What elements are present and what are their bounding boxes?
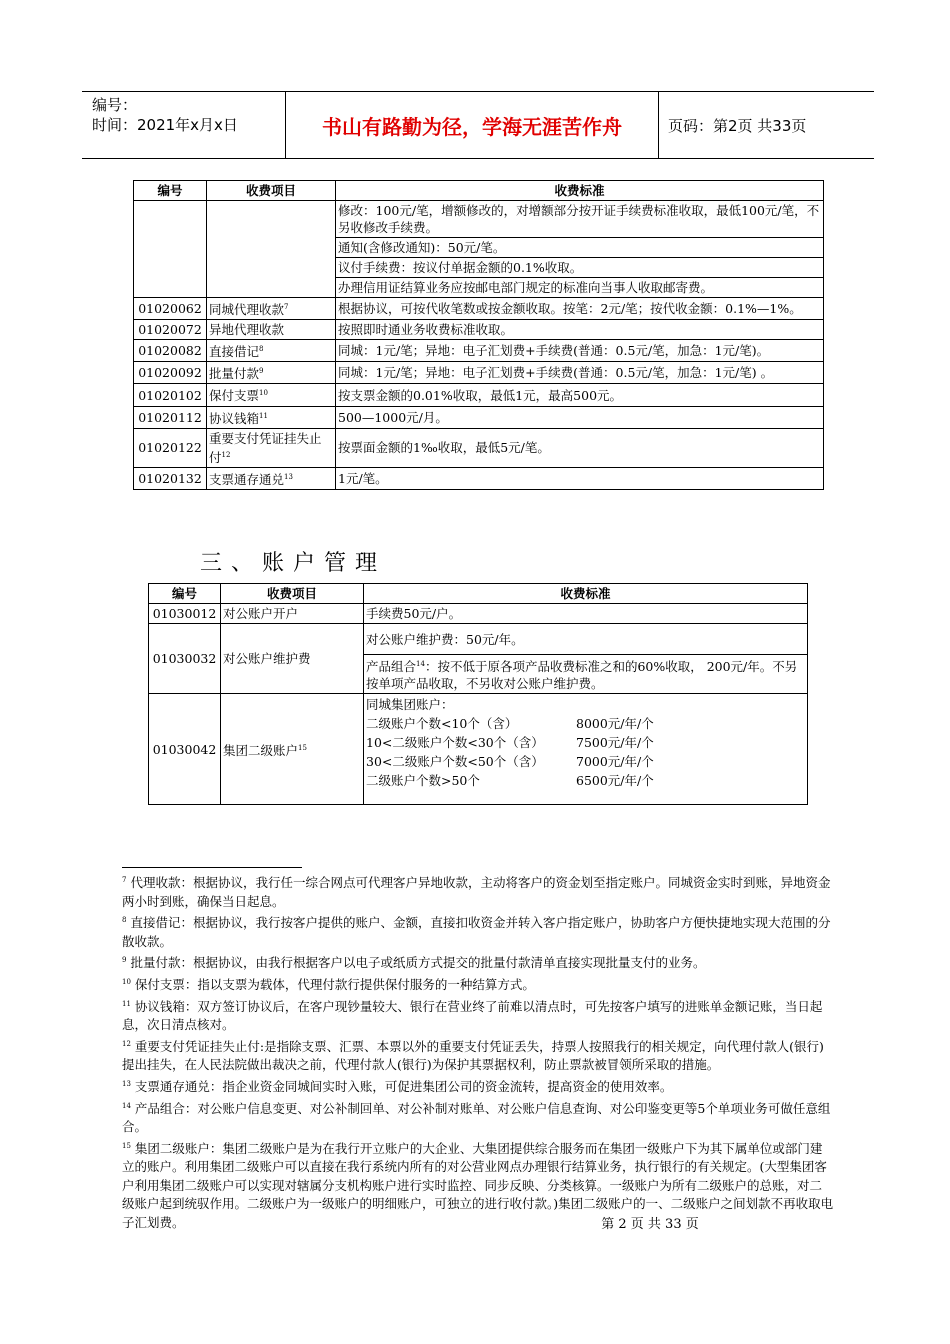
- header-motto: 书山有路勤为径，学海无涯苦作舟: [285, 92, 659, 158]
- footnote-number: 11: [122, 999, 131, 1008]
- footnote-text: 产品组合：对公账户信息变更、对公补制回单、对公补制对账单、对公账户信息查询、对公印鉴变更等5个单项业务可做任意组合。: [122, 1100, 831, 1135]
- item-label: 同城代理收款: [209, 302, 285, 318]
- header-page-label: 页码：第2页 共33页: [668, 116, 807, 135]
- table-row: [149, 694, 808, 805]
- tier-line: [366, 771, 805, 790]
- standard-cell: 办理信用证结算业务应按邮电部门规定的标准向当事人收取邮寄费。: [336, 278, 824, 298]
- table-row: [134, 320, 824, 340]
- header-meta: [82, 92, 285, 158]
- item-cell: [207, 467, 336, 489]
- footnote-ref: 11: [259, 411, 268, 420]
- col-header-item: 收费项目: [207, 181, 336, 201]
- table-row: [134, 298, 824, 320]
- table-row: [134, 340, 824, 362]
- standard-cell: 对公账户维护费：50元/年。: [364, 624, 808, 655]
- table-row: [134, 201, 824, 238]
- standard-cell: 按支票金额的0.01%收取，最低1元，最高500元。: [336, 384, 824, 406]
- tier-fee: 7500元/年/个: [576, 735, 654, 751]
- section-title-account-management: 三、账户管理: [200, 551, 387, 576]
- footnote-ref: 12: [221, 450, 231, 459]
- item-label: 保付支票: [209, 388, 260, 404]
- footnote-number: 14: [122, 1101, 131, 1110]
- item-label: 集团二级账户: [223, 742, 299, 758]
- standard-cell: 修改：100元/笔，增额修改的，对增额部分按开证手续费标准收取，最低100元/笔，不另收修改手续费。: [336, 201, 824, 238]
- footnote-14: [122, 1097, 834, 1137]
- item-cell: [207, 428, 336, 467]
- table-row: [134, 428, 824, 467]
- standard-cell: 按票面金额的1‰收取，最低5元/笔。: [336, 428, 824, 467]
- col-header-standard: 收费标准: [336, 181, 824, 201]
- table-row: [134, 467, 824, 489]
- code-cell: 01020072: [134, 320, 207, 340]
- standard-cell: 根据协议，可按代收笔数或按金额收取。按笔：2元/笔；按代收金额：0.1%—1%。: [336, 298, 824, 320]
- item-label: 批量付款: [209, 366, 260, 382]
- footnote-ref: 15: [298, 743, 307, 752]
- footnote-text: 支票通存通兑：指企业资金同城间实时入账，可促进集团公司的资金流转，提高资金的使用效率。: [134, 1079, 673, 1095]
- page-number: 第 2 页 共 33 页: [601, 1217, 699, 1232]
- item-cell: 对公账户开户: [221, 604, 364, 624]
- code-cell: 01020112: [134, 406, 207, 428]
- fee-table-settlement: [133, 180, 824, 490]
- footnote-ref: 14: [416, 660, 425, 668]
- page-header: [82, 91, 874, 159]
- tier-label: 二级账户个数>50个: [366, 773, 480, 789]
- table-row: [134, 362, 824, 384]
- footnote-text: 保付支票：指以支票为载体，代理付款行提供保付服务的一种结算方式。: [134, 977, 535, 993]
- tier-label: 二级账户个数<10个（含）: [366, 716, 518, 732]
- standard-cell: 1元/笔。: [336, 467, 824, 489]
- footnote-12: [122, 1035, 834, 1075]
- item-cell: [221, 694, 364, 805]
- footnote-text: 协议钱箱：双方签订协议后，在客户现钞量较大、银行在营业终了前难以清点时，可先按客户填写的进账单金额记账，当日起息，次日清点核对。: [122, 998, 823, 1033]
- footnote-text: 集团二级账户：集团二级账户是为在我行开立账户的大企业、大集团提供综合服务而在集团一级账户下为其下属单位或部门建立的账户。利用集团二级账户可以直接在我行系统内所有的对公营业网点办理银行结算业务，执行银行的有关规定。(大型集团客户利用集团二级账户可以实现对辖属分支机构账户进行实时监控、同步反映、分类核算。一级账户为所有二级账户的总账，对二级账户起到统驭作用。二级账户为一级账户的明细账户，可独立的进行收付款。)集团二级账户的一、二级账户之间划款不再收取电子汇划费。: [122, 1140, 834, 1230]
- tier-fee: 7000元/年/个: [576, 754, 654, 770]
- table-row: [149, 604, 808, 624]
- footnote-9: [122, 951, 834, 973]
- tier-fee: 8000元/年/个: [576, 716, 654, 732]
- table-header-row: [149, 584, 808, 604]
- footnote-separator: [122, 867, 302, 868]
- tier-line: [366, 714, 805, 733]
- code-cell: 01020132: [134, 467, 207, 489]
- footnote-10: [122, 973, 834, 995]
- code-cell: 01030012: [149, 604, 221, 624]
- col-header-item: 收费项目: [221, 584, 364, 604]
- item-cell: 异地代理收款: [207, 320, 336, 340]
- table-row: [149, 624, 808, 655]
- footnote-number: 12: [122, 1039, 131, 1048]
- footnote-text: 批量付款：根据协议，由我行根据客户以电子或纸质方式提交的批量付款清单直接实现批量支付的业务。: [130, 955, 706, 971]
- item-cell: [207, 384, 336, 406]
- table-row: [134, 384, 824, 406]
- col-header-standard: 收费标准: [364, 584, 808, 604]
- fee-table-account: [148, 583, 808, 805]
- code-cell: 01020122: [134, 428, 207, 467]
- footnote-number: 10: [122, 977, 131, 986]
- item-cell: [207, 340, 336, 362]
- code-cell: 01020092: [134, 362, 207, 384]
- standard-cell: [364, 655, 808, 694]
- footnote-11: [122, 995, 834, 1035]
- code-cell: 01030032: [149, 624, 221, 694]
- standard-cell: 通知(含修改通知)：50元/笔。: [336, 238, 824, 258]
- code-cell: 01020062: [134, 298, 207, 320]
- tier-label: 10<二级账户个数<30个（含）: [366, 735, 544, 751]
- standard-cell: 按照即时通业务收费标准收取。: [336, 320, 824, 340]
- footnote-ref: 7: [284, 303, 289, 311]
- footnote-7: [122, 871, 834, 911]
- standard-cell: 同城：1元/笔；异地：电子汇划费+手续费(普通：0.5元/笔，加急：1元/笔) 。: [336, 362, 824, 384]
- item-label: 直接借记: [209, 344, 260, 360]
- product-bundle-label: 产品组合: [366, 659, 417, 675]
- tier-line: [366, 752, 805, 771]
- product-bundle-text: ：按不低于原各项产品收费标准之和的60%收取， 200元/年。不另按单项产品收取，不另收对公账户维护费。: [366, 659, 798, 692]
- code-cell: 01020102: [134, 384, 207, 406]
- footnote-text: 直接借记：根据协议，我行按客户提供的账户、金额，直接扣收资金并转入客户指定账户，协助客户方便快捷地实现大范围的分散收款。: [122, 915, 831, 949]
- standard-cell: 同城：1元/笔；异地：电子汇划费+手续费(普通：0.5元/笔，加急：1元/笔)。: [336, 340, 824, 362]
- footnote-13: [122, 1075, 834, 1097]
- tier-fee: 6500元/年/个: [576, 773, 654, 789]
- footnote-ref: 8: [259, 345, 264, 354]
- footnote-8: [122, 911, 834, 951]
- footnotes: [122, 871, 834, 1232]
- footnote-ref: 10: [259, 389, 268, 398]
- code-cell-empty: [134, 201, 207, 298]
- footnote-text: 代理收款：根据协议，我行任一综合网点可代理客户异地收款，主动将客户的资金划至指定账户。同城资金实时到账，异地资金两小时到账，确保当日起息。: [122, 875, 831, 909]
- footnote-number: 15: [122, 1141, 131, 1150]
- group-intro: 同城集团账户：: [366, 697, 454, 713]
- tier-line: [366, 733, 805, 752]
- code-cell: 01020082: [134, 340, 207, 362]
- header-time-label: 时间：2021年x月x日: [92, 116, 238, 134]
- item-cell: [207, 298, 336, 320]
- item-cell: 对公账户维护费: [221, 624, 364, 694]
- item-cell: [207, 362, 336, 384]
- item-label: 协议钱箱: [209, 410, 260, 426]
- col-header-code: 编号: [149, 584, 221, 604]
- header-number-label: 编号：: [92, 96, 138, 114]
- code-cell: 01030042: [149, 694, 221, 805]
- footnote-text: 重要支付凭证挂失止付:是指除支票、汇票、本票以外的重要支付凭证丢失，持票人按照我行的相关规定，向代理付款人(银行)提出挂失，在人民法院做出裁决之前，代理付款人(银行)为保护其票据权利，防止票款被冒领所采取的措施。: [122, 1038, 824, 1073]
- item-label: 重要支付凭证挂失止付: [209, 430, 322, 465]
- col-header-code: 编号: [134, 181, 207, 201]
- tier-label: 30<二级账户个数<50个（含）: [366, 754, 544, 770]
- footnote-number: 9: [122, 956, 127, 965]
- table-header-row: [134, 181, 824, 201]
- table-row: [134, 406, 824, 428]
- standard-cell: 手续费50元/户。: [364, 604, 808, 624]
- item-cell-empty: [207, 201, 336, 298]
- footnote-number: 7: [122, 876, 127, 884]
- item-cell: [207, 406, 336, 428]
- standard-cell: 议付手续费：按议付单据金额的0.1%收取。: [336, 258, 824, 278]
- footnote-number: 13: [122, 1079, 131, 1088]
- footnote-ref: 13: [284, 472, 293, 481]
- footnote-number: 8: [122, 916, 127, 925]
- standard-cell: [364, 694, 808, 805]
- item-label: 支票通存通兑: [209, 472, 285, 488]
- footnote-ref: 9: [259, 367, 264, 376]
- standard-cell: 500—1000元/月。: [336, 406, 824, 428]
